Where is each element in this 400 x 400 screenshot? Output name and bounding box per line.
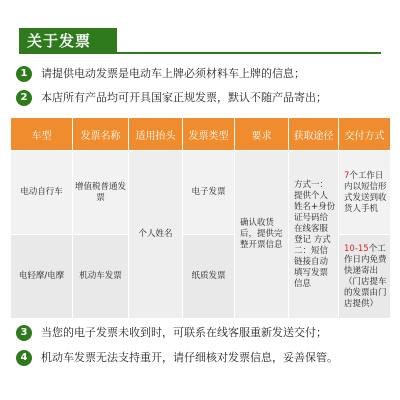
cell-delivery-2 bbox=[339, 235, 391, 319]
note-2 bbox=[0, 88, 400, 108]
note-text: 当您的电子发票未收到时，可联系在线客服重新发送交付； bbox=[41, 326, 327, 339]
cell-invoice-type: 纸质发票 bbox=[183, 235, 235, 319]
header-delivery: 交付方式 bbox=[339, 118, 391, 151]
cell-model: 电动自行车 bbox=[11, 151, 73, 235]
table-row bbox=[11, 151, 391, 235]
number-badge-icon: 4 bbox=[16, 350, 32, 366]
number-badge-icon: 3 bbox=[16, 325, 32, 341]
invoice-table bbox=[10, 117, 391, 319]
cell-invoice-name: 增值税普通发票 bbox=[73, 151, 129, 235]
delivery-text: 个工作日内以短信形式发送到收货人手机 bbox=[344, 170, 387, 214]
cell-method: 方式一：提供个人姓名+身份证号码给在线客服登记 方式二：短信链接自动填写发票信息 bbox=[289, 151, 339, 319]
header-invoice-name: 发票名称 bbox=[73, 118, 129, 151]
cell-model: 电轻摩/电摩 bbox=[11, 235, 73, 319]
note-text: 机动车发票无法支持重开，请仔细核对发票信息，妥善保管。 bbox=[41, 351, 338, 364]
delivery-days-highlight: 10-15 bbox=[344, 243, 369, 254]
title-underline bbox=[19, 52, 381, 54]
header-method: 获取途径 bbox=[289, 118, 339, 151]
note-text: 请提供电动发票是电动车上牌必须材料车上牌的信息； bbox=[41, 67, 305, 80]
header-requirement: 要求 bbox=[235, 118, 289, 151]
header-model: 车型 bbox=[11, 118, 73, 151]
delivery-text: 个工作日内免费快递寄出（门店提车的发票由门店提供） bbox=[344, 243, 387, 309]
number-badge-icon: 1 bbox=[16, 66, 32, 82]
cell-title-applicable: 个人姓名 bbox=[129, 151, 183, 319]
note-1 bbox=[0, 64, 400, 84]
note-text: 本店所有产品均可开具国家正规发票，默认不随产品寄出； bbox=[41, 91, 327, 104]
header-invoice-type: 发票类型 bbox=[183, 118, 235, 151]
cell-requirement: 确认收货后，提供完整开票信息 bbox=[235, 151, 289, 319]
header-title: 适用抬头 bbox=[129, 118, 183, 151]
section-title: 关于发票 bbox=[19, 28, 117, 54]
note-4 bbox=[0, 348, 400, 368]
table-header-row bbox=[11, 118, 391, 151]
section-title-bar bbox=[0, 28, 400, 54]
cell-invoice-type: 电子发票 bbox=[183, 151, 235, 235]
cell-delivery-1 bbox=[339, 151, 391, 235]
note-3 bbox=[0, 323, 400, 343]
delivery-days-highlight: 7 bbox=[344, 170, 350, 181]
number-badge-icon: 2 bbox=[16, 90, 32, 106]
cell-invoice-name: 机动车发票 bbox=[73, 235, 129, 319]
